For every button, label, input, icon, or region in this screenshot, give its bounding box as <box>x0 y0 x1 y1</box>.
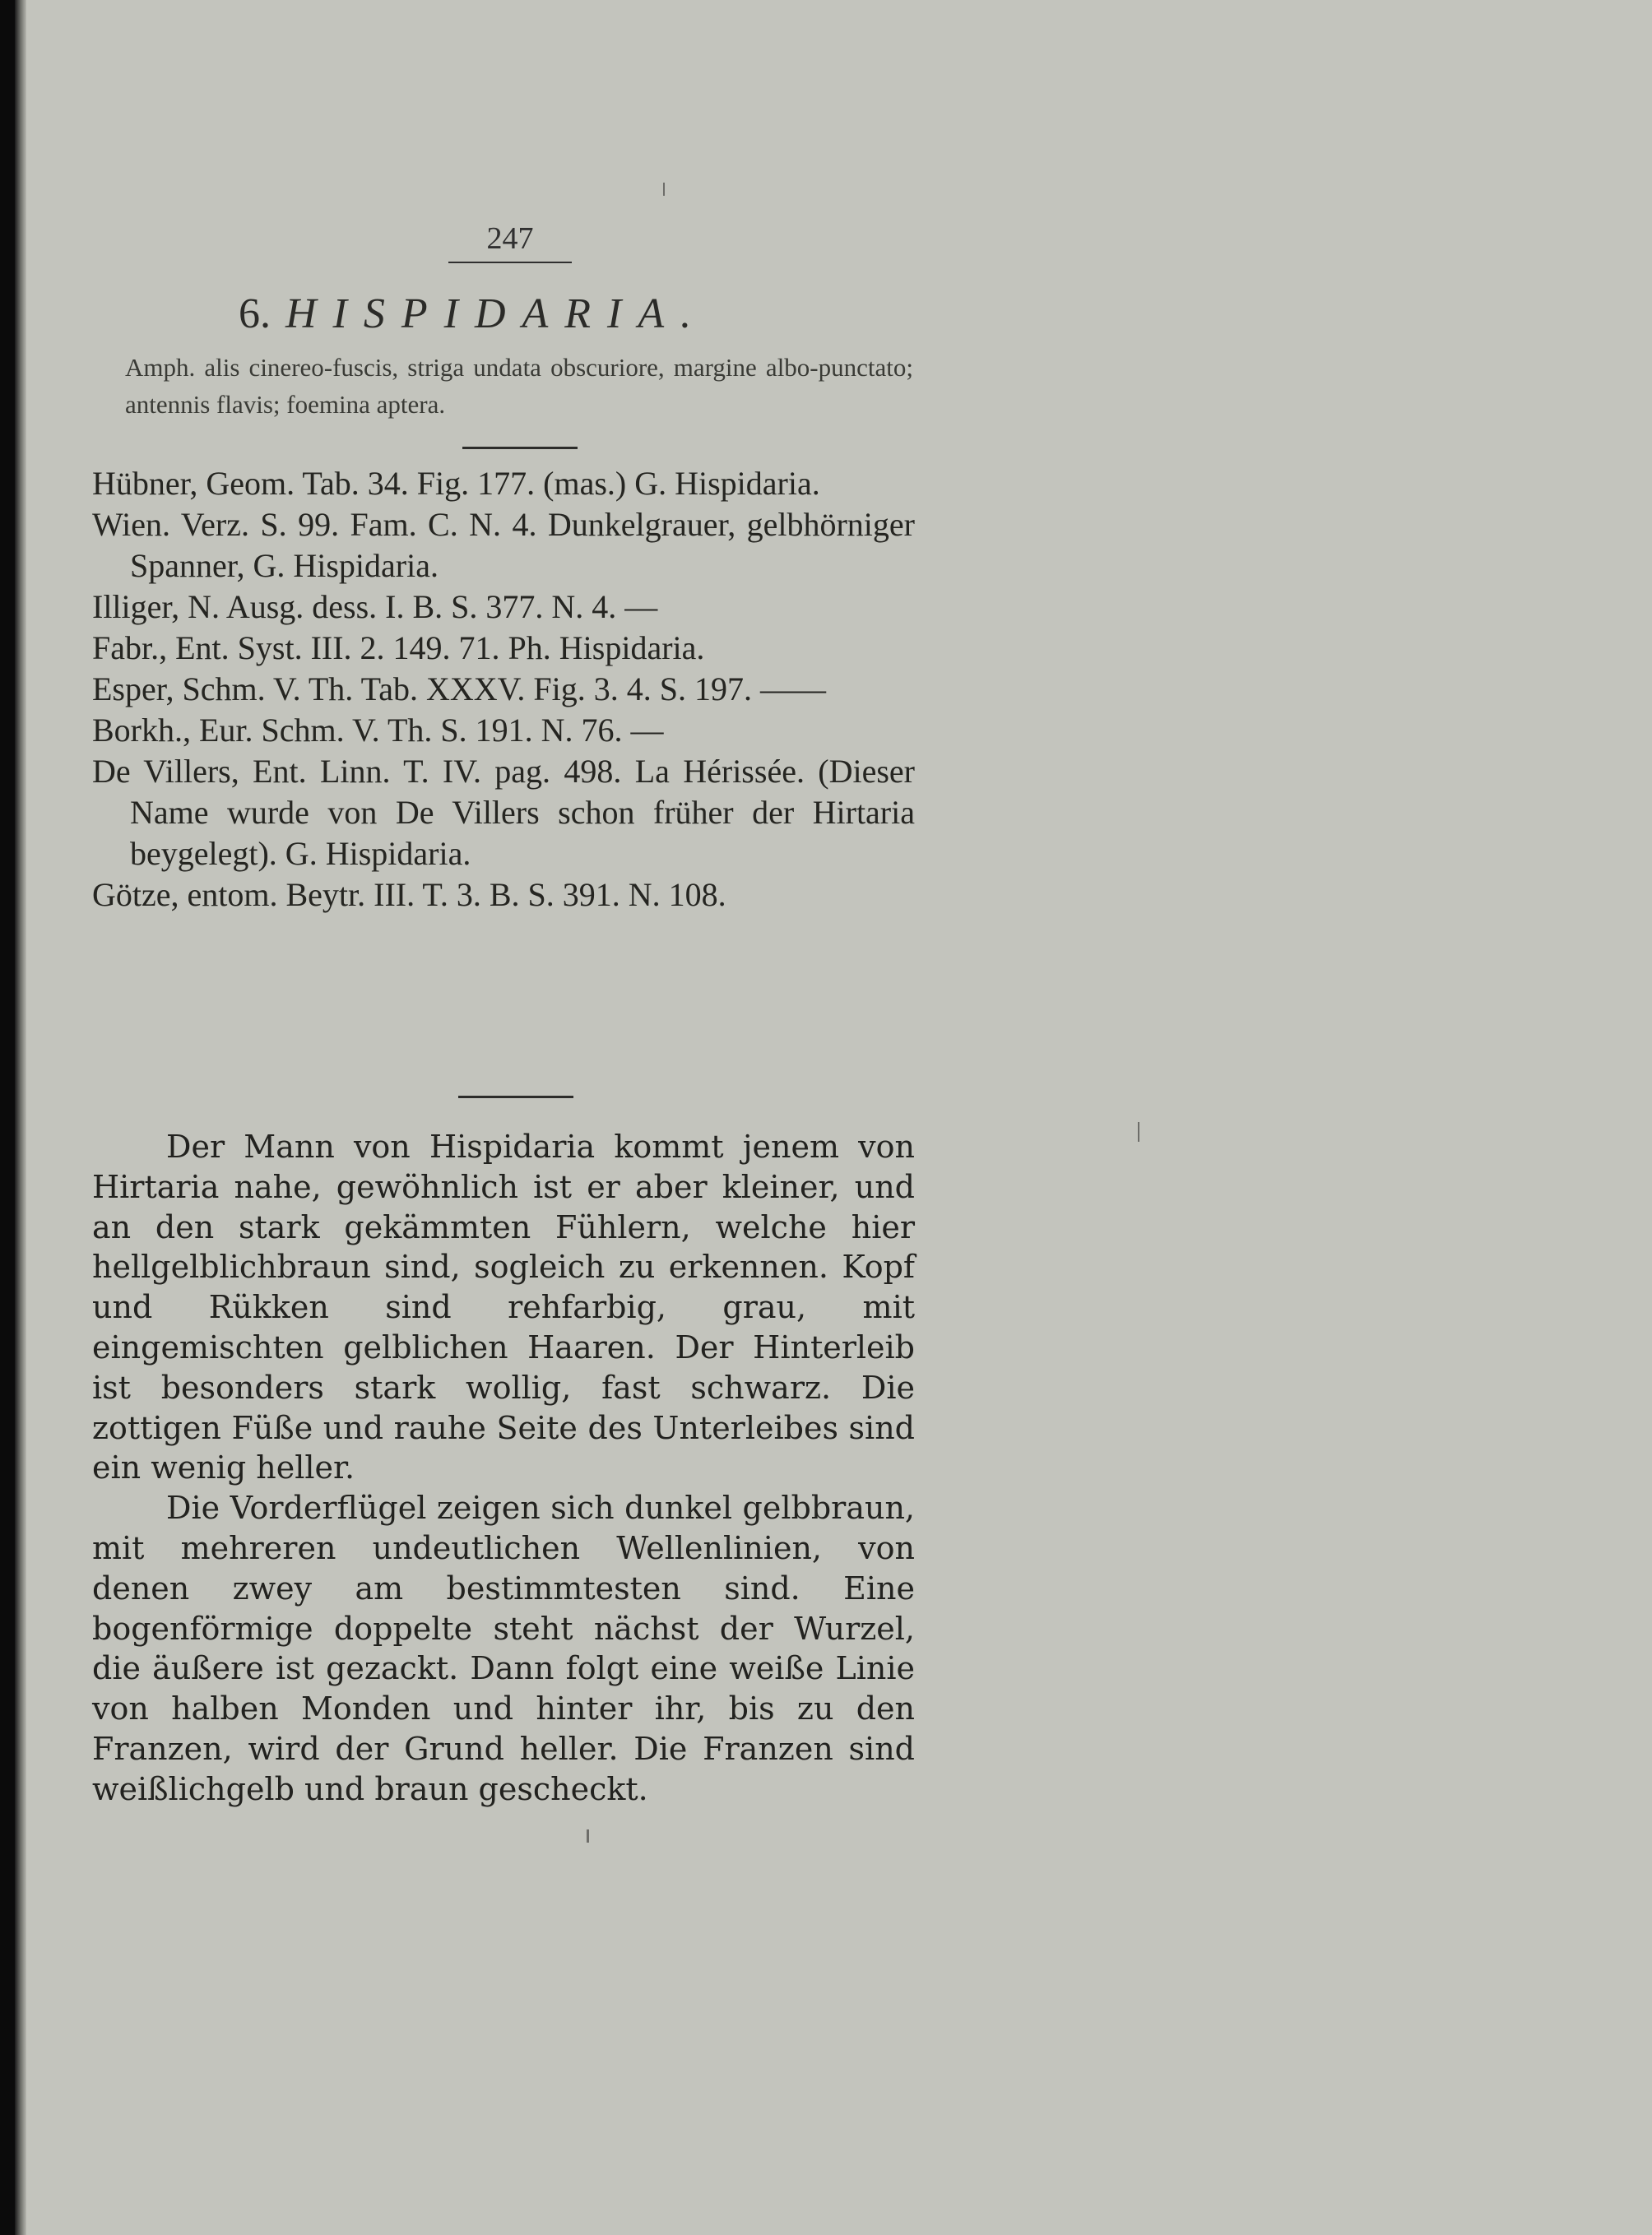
description-text <box>92 1127 915 1810</box>
species-name: HISPIDARIA. <box>285 290 708 337</box>
reference-entry: Wien. Verz. S. 99. Fam. C. N. 4. Dunkelgrauer, gelbhörniger Spanner, G. Hispidaria. <box>92 506 915 584</box>
latin-diagnosis: Amph. alis cinereo-fuscis, striga undata obscuriore, margine albo-punctato; antennis flavis; foemina aptera. <box>125 353 913 419</box>
reference-entry: Fabr., Ent. Syst. III. 2. 149. 71. Ph. Hispidaria. <box>92 629 705 666</box>
species-heading <box>239 290 897 338</box>
reference-entry: Hübner, Geom. Tab. 34. Fig. 177. (mas.) G. Hispidaria. <box>92 465 820 502</box>
paper-speck <box>663 183 665 196</box>
species-number: 6. <box>239 290 271 337</box>
reference-entry: Götze, entom. Beytr. III. T. 3. B. S. 391. N. 108. <box>92 876 726 913</box>
paper-speck <box>587 1829 589 1843</box>
page-number: 247 <box>486 221 534 256</box>
paragraph: Die Vorderflügel zeigen sich dunkel gelbbraun, mit mehreren undeutlichen Wellenlinien, von denen zwey am bestimmtesten sind. Eine bogenförmige doppelte steht nächst der Wurzel, die äußere ist gezackt. Dann folgt eine weiße Linie von halben Monden und hinter ihr, bis zu den Franzen, wird der Grund heller. Die Franzen sind weißlichgelb und braun gescheckt. <box>92 1490 915 1807</box>
references-list <box>92 463 915 916</box>
page-binding-shadow <box>15 0 26 2235</box>
reference-entry: Esper, Schm. V. Th. Tab. XXXV. Fig. 3. 4. S. 197. —— <box>92 670 826 707</box>
paragraph: Der Mann von Hispidaria kommt jenem von Hirtaria nahe, gewöhnlich ist er aber kleiner, und an den stark gekämmten Fühlern, welche hier hellgelblichbraun sind, sogleich zu erkennen. Kopf und Rükken sind rehfarbig, grau, mit eingemischten gelblichen Haaren. Der Hinterleib ist besonders stark wollig, fast schwarz. Die zottigen Füße und rauhe Seite des Unterleibes sind ein wenig heller. <box>92 1129 915 1486</box>
section-divider-bottom <box>458 1096 573 1098</box>
reference-entry: Borkh., Eur. Schm. V. Th. S. 191. N. 76. — <box>92 712 664 749</box>
paper-speck <box>1138 1122 1139 1142</box>
reference-entry: De Villers, Ent. Linn. T. IV. pag. 498. La Hérissée. (Dieser Name wurde von De Villers schon früher der Hirtaria beygelegt). G. Hispidaria. <box>92 753 915 872</box>
page-number-rule <box>448 262 572 263</box>
reference-entry: Illiger, N. Ausg. dess. I. B. S. 377. N. 4. — <box>92 588 658 625</box>
section-divider-top <box>462 447 578 449</box>
